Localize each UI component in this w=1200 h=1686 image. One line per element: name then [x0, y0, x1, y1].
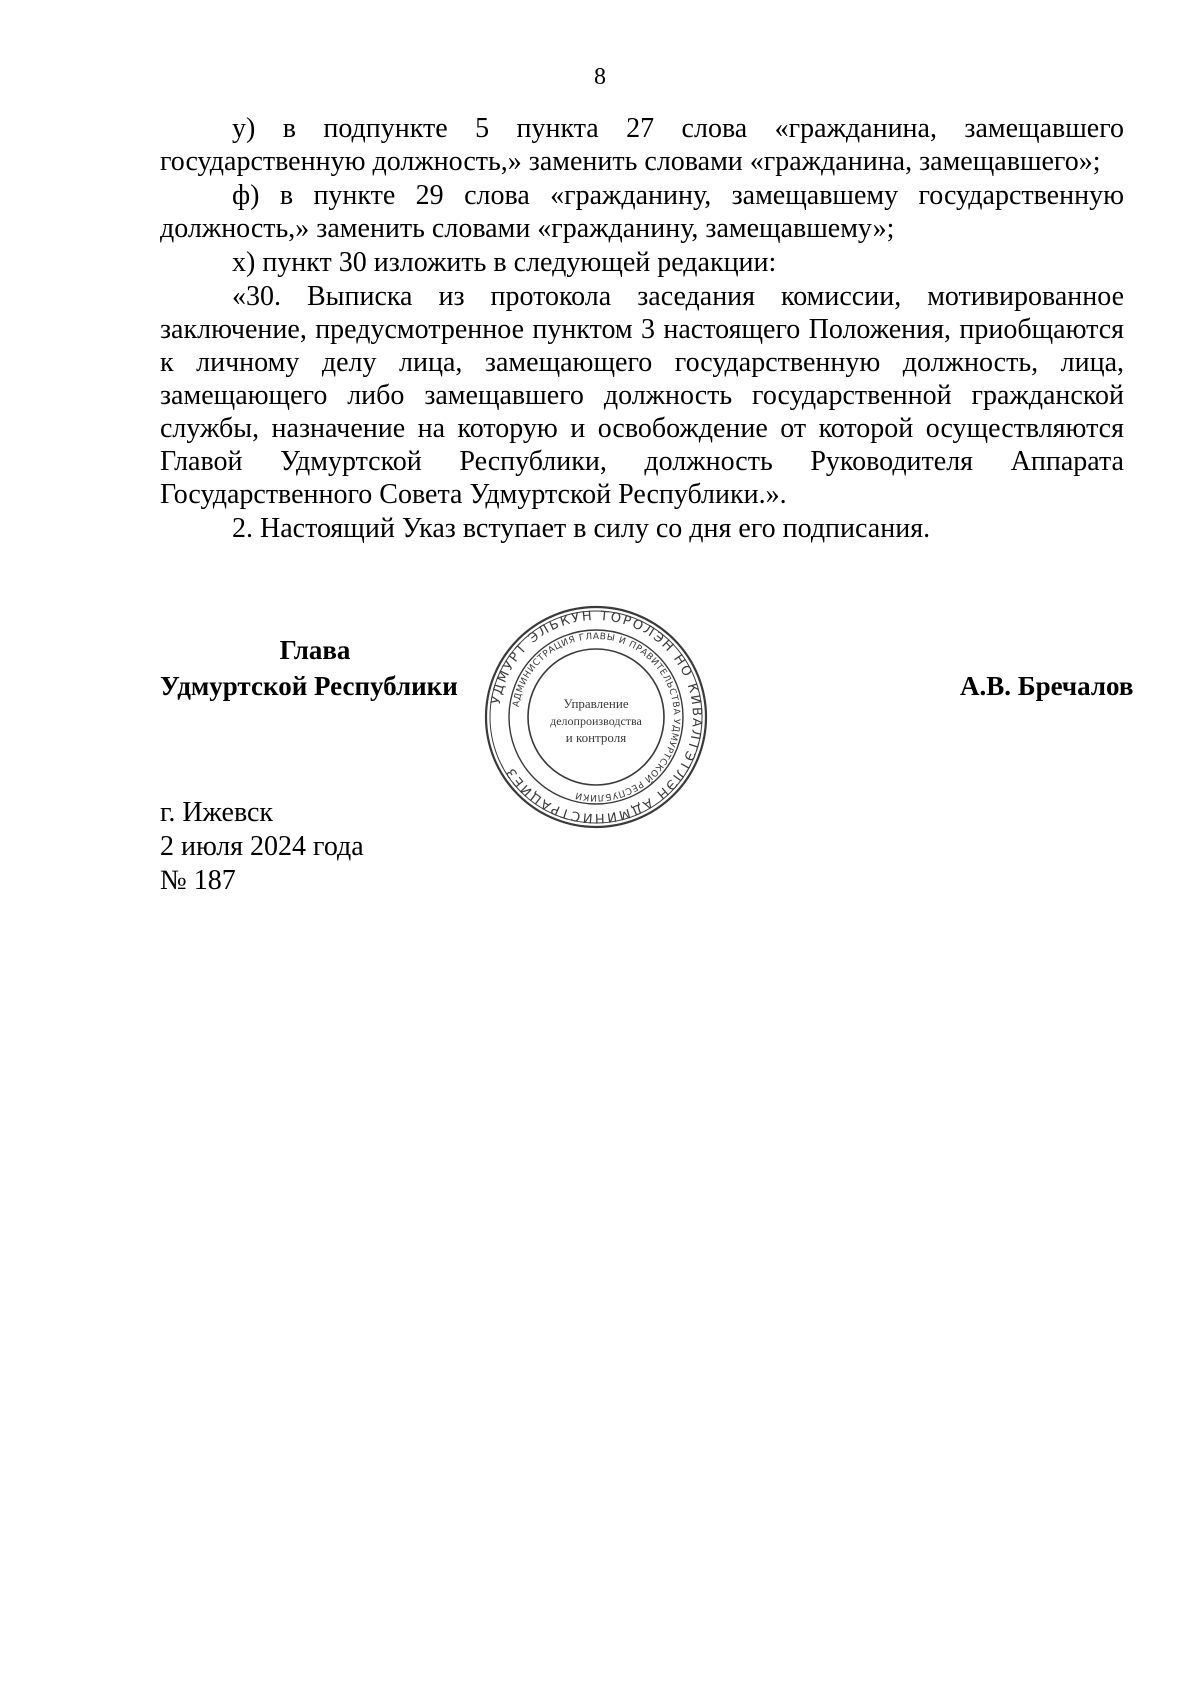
stamp-inner-text: АДМИНИСТРАЦИЯ ГЛАВЫ И ПРАВИТЕЛЬСТВА УДМУРТСКОЙ РЕСПУБЛИКИ [511, 631, 682, 803]
paragraph-30: «30. Выписка из протокола заседания комиссии, мотивированное заключение, предусмотренное пунктом 3 настоящего Положения, приобщаются к личному делу лица, замещающего государственную должность, лица, замещающего либо замещавшего должность государственной гражданской службы, назначение на которую и освобождение от которой осуществляются Главой Удмуртской Республики, должность Руководителя Аппарата Государственного Совета Удмуртской Республики.». [160, 281, 1124, 510]
signatory-title-line2: Удмуртской Республики [160, 671, 458, 701]
stamp-center-line2: делопроизводства [550, 714, 642, 728]
signatory-title-line1: Глава [279, 635, 351, 665]
official-stamp [482, 604, 710, 830]
stamp-center-line1: Управление [563, 696, 629, 711]
page-number: 8 [594, 64, 606, 90]
paragraph-2: 2. Настоящий Указ вступает в силу со дня его подписания. [232, 513, 931, 544]
decree-number: № 187 [160, 865, 236, 896]
date: 2 июля 2024 года [160, 831, 364, 862]
city: г. Ижевск [160, 797, 274, 828]
document-body [160, 112, 1124, 546]
place-date-number [160, 796, 364, 898]
stamp-center-line3: и контроля [565, 730, 627, 745]
paragraph-u: у) в подпункте 5 пункта 27 слова «гражданина, замещавшего государственную должность,» заменить словами «гражданина, замещавшего»; [160, 113, 1124, 177]
paragraph-f: ф) в пункте 29 слова «гражданину, замещавшему государственную должность,» заменить словами «гражданину, замещавшему»; [160, 180, 1124, 244]
paragraph-kh: х) пункт 30 изложить в следующей редакции: [232, 247, 777, 278]
signatory-name: А.В. Бречалов [960, 671, 1134, 701]
signatory-title [160, 632, 480, 704]
stamp-outer-text: УДМУРТ ЭЛЬКУН ТОРОЛЭН НО КИВАЛТЭТЛЭН АДМИНИСТРАЦИЕЗ [488, 608, 705, 826]
